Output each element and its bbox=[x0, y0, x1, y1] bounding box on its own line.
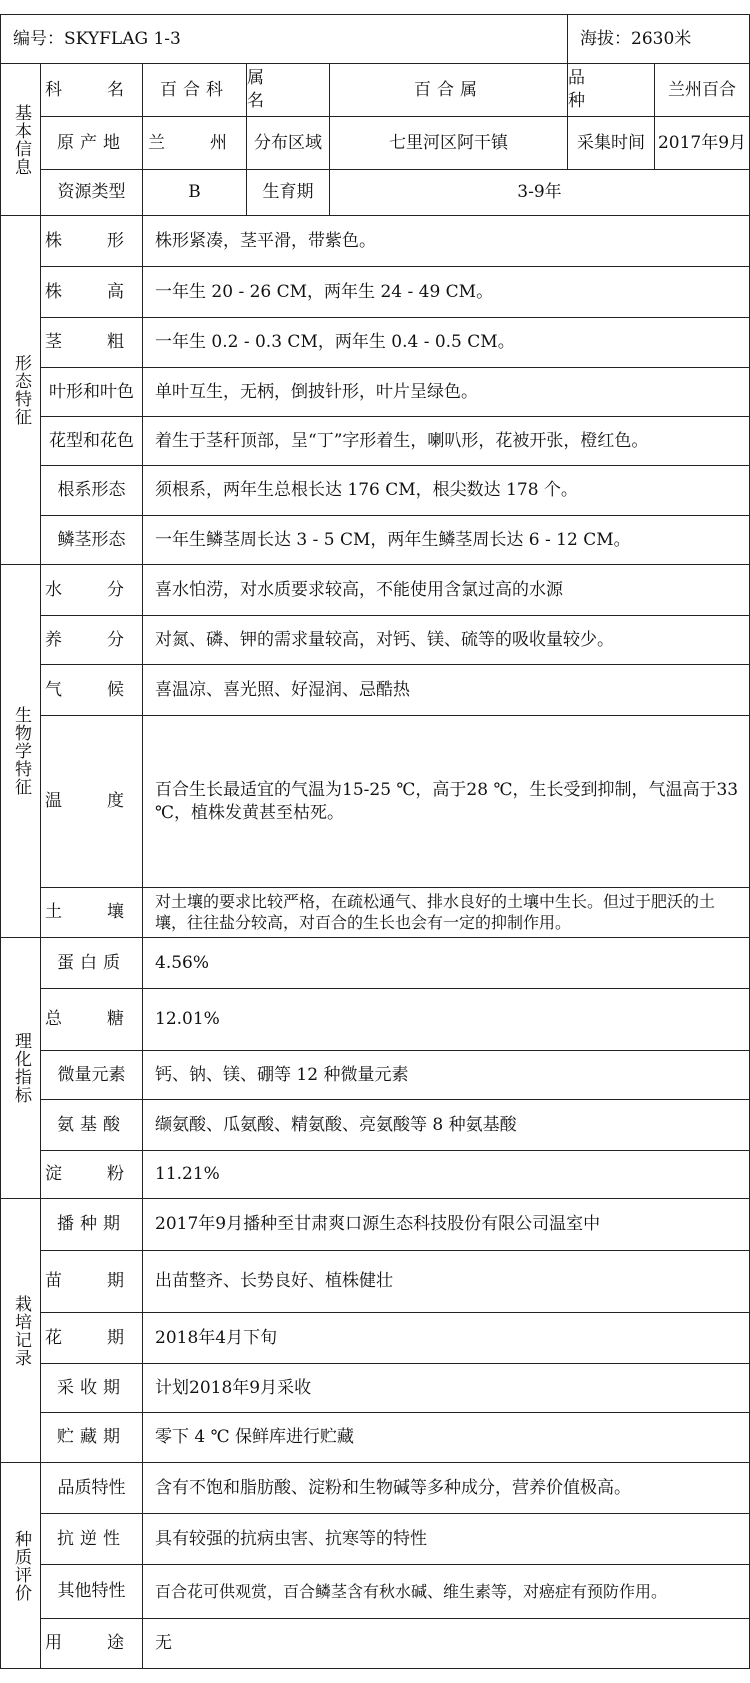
bio-label: 土 壤 bbox=[40, 887, 143, 938]
chem-label: 总 糖 bbox=[40, 988, 143, 1051]
quality-value: 具有较强的抗病虫害、抗寒等的特性 bbox=[142, 1513, 750, 1565]
resource-type-value: B bbox=[142, 169, 247, 216]
collect-time-label: 采集时间 bbox=[567, 116, 655, 170]
chem-label: 淀 粉 bbox=[40, 1150, 143, 1199]
culti-value: 出苗整齐、长势良好、植株健壮 bbox=[142, 1250, 750, 1313]
altitude: 海拔：2630米 bbox=[567, 14, 750, 64]
section-quality: 种质评价 bbox=[0, 1462, 41, 1669]
family-value: 百合科 bbox=[142, 63, 247, 117]
culti-value: 零下 4 ℃ 保鲜库进行贮藏 bbox=[142, 1412, 750, 1463]
morph-label: 茎 粗 bbox=[40, 317, 143, 368]
bio-label: 温 度 bbox=[40, 715, 143, 888]
family-label: 科 名 bbox=[40, 63, 143, 117]
origin-label: 原产地 bbox=[40, 116, 143, 170]
morph-value: 单叶互生，无柄，倒披针形，叶片呈绿色。 bbox=[142, 367, 750, 417]
variety-label: 品 种 bbox=[567, 63, 655, 117]
distribution-value: 七里河区阿干镇 bbox=[329, 116, 568, 170]
morph-value: 着生于茎秆顶部，呈“丁”字形着生，喇叭形，花被开张，橙红色。 bbox=[142, 416, 750, 466]
bio-value: 喜水怕涝，对水质要求较高，不能使用含氯过高的水源 bbox=[142, 564, 750, 616]
chem-value: 钙、钠、镁、硼等 12 种微量元素 bbox=[142, 1050, 750, 1100]
chem-label: 微量元素 bbox=[40, 1050, 143, 1100]
quality-value: 含有不饱和脂肪酸、淀粉和生物碱等多种成分，营养价值极高。 bbox=[142, 1462, 750, 1514]
morph-label: 叶形和叶色 bbox=[40, 367, 143, 417]
bio-label: 养 分 bbox=[40, 615, 143, 665]
chem-value: 12.01% bbox=[142, 988, 750, 1051]
quality-value: 无 bbox=[142, 1618, 750, 1669]
chem-value: 缬氨酸、瓜氨酸、精氨酸、亮氨酸等 8 种氨基酸 bbox=[142, 1099, 750, 1151]
section-chemistry: 理化指标 bbox=[0, 937, 41, 1199]
quality-value: 百合花可供观赏，百合鳞茎含有秋水碱、维生素等，对癌症有预防作用。 bbox=[142, 1564, 750, 1619]
morph-label: 根系形态 bbox=[40, 465, 143, 516]
bio-label: 水 分 bbox=[40, 564, 143, 616]
collect-time-value: 2017年9月 bbox=[654, 116, 750, 170]
section-basic-info: 基本信息 bbox=[0, 63, 41, 216]
origin-value: 兰 州 bbox=[142, 116, 247, 170]
culti-label: 贮藏期 bbox=[40, 1412, 143, 1463]
morph-value: 一年生鳞茎周长达 3 - 5 CM，两年生鳞茎周长达 6 - 12 CM。 bbox=[142, 515, 750, 565]
quality-label: 其他特性 bbox=[40, 1564, 143, 1619]
morph-label: 鳞茎形态 bbox=[40, 515, 143, 565]
morph-value: 一年生 0.2 - 0.3 CM，两年生 0.4 - 0.5 CM。 bbox=[142, 317, 750, 368]
distribution-label: 分布区域 bbox=[246, 116, 330, 170]
genus-label: 属 名 bbox=[246, 63, 330, 117]
bio-value: 喜温凉、喜光照、好湿润、忌酷热 bbox=[142, 664, 750, 716]
morph-label: 株 高 bbox=[40, 266, 143, 318]
record-id: 编号：SKYFLAG 1-3 bbox=[0, 14, 568, 64]
culti-label: 花 期 bbox=[40, 1312, 143, 1364]
bio-value: 百合生长最适宜的气温为15-25 ℃，高于28 ℃，生长受到抑制，气温高于33 ℃，植株发黄甚至枯死。 bbox=[142, 715, 750, 888]
resource-type-label: 资源类型 bbox=[40, 169, 143, 216]
quality-label: 用 途 bbox=[40, 1618, 143, 1669]
culti-label: 播种期 bbox=[40, 1198, 143, 1251]
section-morphology: 形态特征 bbox=[0, 215, 41, 565]
bio-label: 气 候 bbox=[40, 664, 143, 716]
bio-value: 对氮、磷、钾的需求量较高，对钙、镁、硫等的吸收量较少。 bbox=[142, 615, 750, 665]
quality-label: 品质特性 bbox=[40, 1462, 143, 1514]
culti-value: 2017年9月播种至甘肃爽口源生态科技股份有限公司温室中 bbox=[142, 1198, 750, 1251]
morph-label: 株 形 bbox=[40, 215, 143, 267]
chem-value: 4.56% bbox=[142, 937, 750, 989]
morph-value: 株形紧凑，茎平滑，带紫色。 bbox=[142, 215, 750, 267]
chem-label: 蛋白质 bbox=[40, 937, 143, 989]
culti-label: 苗 期 bbox=[40, 1250, 143, 1313]
chem-value: 11.21% bbox=[142, 1150, 750, 1199]
chem-label: 氨基酸 bbox=[40, 1099, 143, 1151]
culti-value: 计划2018年9月采收 bbox=[142, 1363, 750, 1413]
growth-period-label: 生育期 bbox=[246, 169, 330, 216]
culti-label: 采收期 bbox=[40, 1363, 143, 1413]
morph-label: 花型和花色 bbox=[40, 416, 143, 466]
quality-label: 抗逆性 bbox=[40, 1513, 143, 1565]
section-biology: 生物学特征 bbox=[0, 564, 41, 938]
growth-period-value: 3-9年 bbox=[329, 169, 750, 216]
variety-value: 兰州百合 bbox=[654, 63, 750, 117]
morph-value: 须根系，两年生总根长达 176 CM，根尖数达 178 个。 bbox=[142, 465, 750, 516]
genus-value: 百合属 bbox=[329, 63, 568, 117]
bio-value: 对土壤的要求比较严格，在疏松通气、排水良好的土壤中生长。但过于肥沃的土壤，往往盐分较高，对百合的生长也会有一定的抑制作用。 bbox=[142, 887, 750, 938]
section-cultivation: 栽培记录 bbox=[0, 1198, 41, 1463]
morph-value: 一年生 20 - 26 CM，两年生 24 - 49 CM。 bbox=[142, 266, 750, 318]
culti-value: 2018年4月下旬 bbox=[142, 1312, 750, 1364]
